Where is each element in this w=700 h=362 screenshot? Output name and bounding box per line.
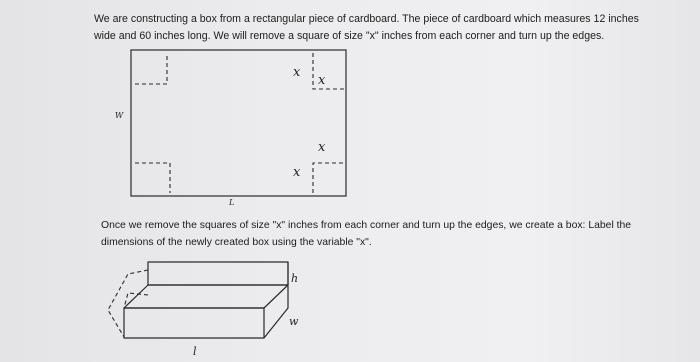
box-back-panel	[148, 262, 288, 285]
corner-label-top-left: x	[293, 65, 301, 80]
problem-instruction-text: Once we remove the squares of size "x" inches from each corner and turn up the edges, we create a box: Label the dimensions of the newly created box using the variable "x".	[101, 220, 632, 248]
corner-label-bottom-right: x	[293, 165, 301, 180]
cardboard-width-label: W	[115, 111, 124, 120]
corner-label-top-right: x	[318, 73, 326, 88]
box-left-flap-inner	[124, 293, 148, 308]
box-floor	[124, 285, 288, 308]
cardboard-length-label: L	[229, 198, 235, 207]
box-right-panel	[264, 262, 288, 338]
box-front-panel	[124, 308, 264, 338]
box-width-label: w	[289, 315, 299, 328]
corner-label-bottom-left: x	[318, 140, 326, 155]
box-length-label: l	[193, 345, 197, 358]
problem-intro-text: We are constructing a box from a rectangular piece of cardboard. The piece of cardboard which measures 12 inches wide and 60 inches long. We will remove a square of size "x" inches from each corner and turn up the edges.	[94, 13, 639, 42]
box-height-label: h	[291, 272, 299, 285]
box-right-edge	[264, 285, 288, 308]
